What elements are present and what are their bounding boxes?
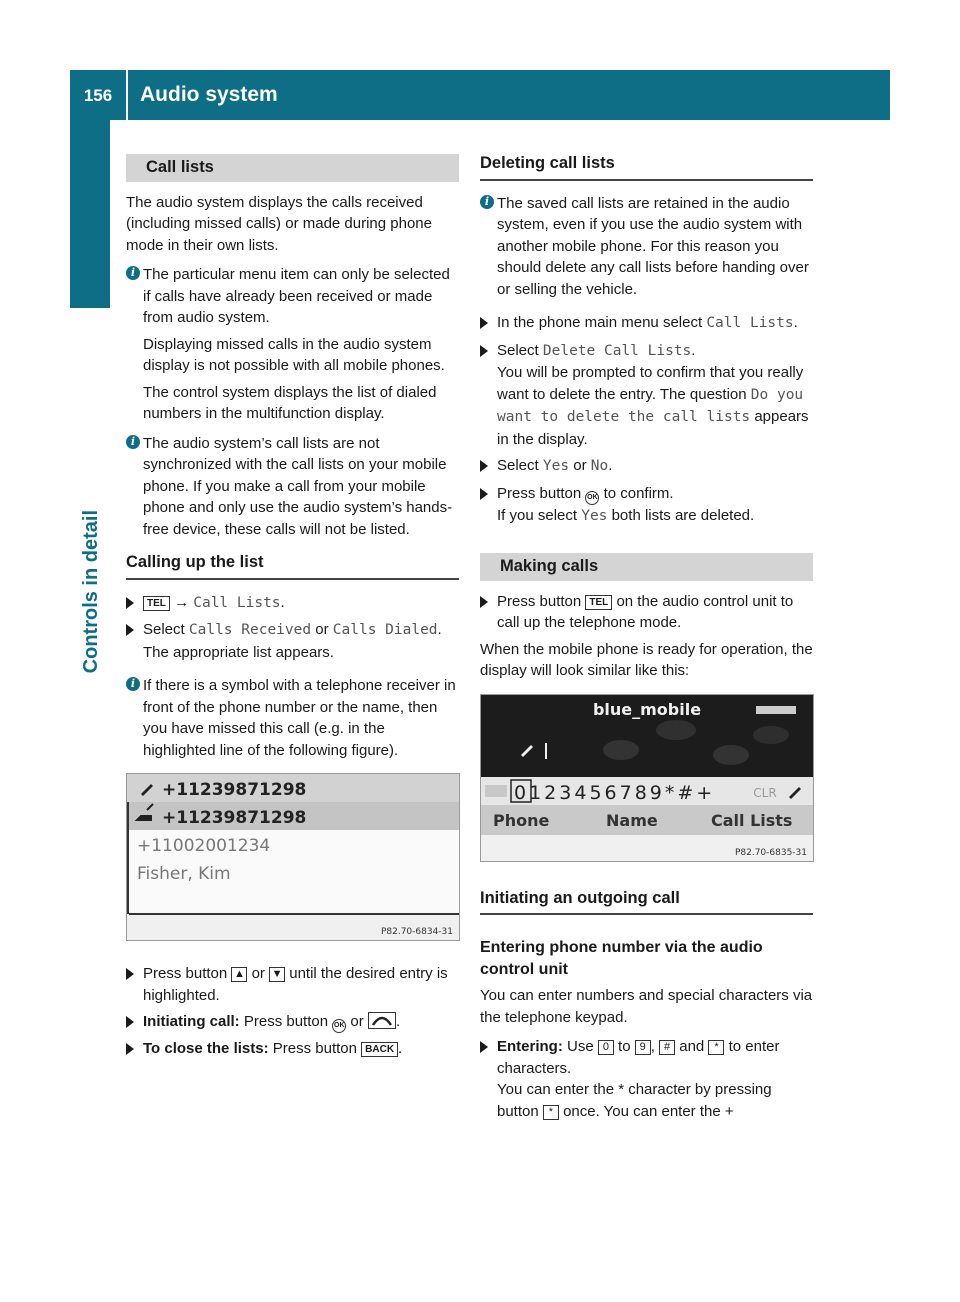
digit-strip: 0123456789*#+ bbox=[514, 781, 716, 804]
info-note-1 bbox=[126, 264, 459, 425]
use-word: Use bbox=[567, 1038, 594, 1055]
step-select-list: Select Calls Received or Calls Dialed. The appropriate list appears. bbox=[126, 619, 459, 663]
side-tab bbox=[70, 120, 110, 308]
tel-mode-text: on the audio control unit to call up the telephone mode. bbox=[497, 592, 794, 631]
confirm-text: to confirm. bbox=[603, 484, 674, 502]
info-icon: i bbox=[126, 677, 140, 691]
step-arrow-icon bbox=[480, 596, 488, 608]
call-list-display-figure bbox=[126, 773, 460, 941]
step-arrow-icon bbox=[126, 1016, 134, 1028]
press-text: Press button bbox=[143, 965, 228, 982]
step-confirm bbox=[480, 483, 813, 528]
ok-button-icon: OK bbox=[332, 1019, 346, 1033]
list-row-4: Fisher, Kim bbox=[137, 864, 231, 884]
step-delete: Select Delete Call Lists. You will be prompted to confirm that you really want to delete the entry. The question Do you want to delete the call lists appears in the display. bbox=[480, 340, 813, 451]
step-tel-mode bbox=[480, 591, 813, 634]
call-lists-intro: The audio system displays the calls received (including missed calls) or made during phone mode in their own lists. bbox=[126, 193, 432, 254]
key-star-icon: * bbox=[543, 1105, 559, 1120]
telephone-display bbox=[481, 695, 813, 861]
key-hash-icon: # bbox=[659, 1040, 675, 1055]
up-arrow-key-icon: ▲ bbox=[231, 967, 247, 982]
page-header bbox=[70, 70, 890, 120]
left-column bbox=[126, 150, 459, 1065]
plus-hint-text: once. You can enter the + bbox=[563, 1102, 734, 1120]
info-icon: i bbox=[126, 266, 140, 280]
signal-icon bbox=[756, 706, 796, 714]
main-menu-text: In the phone main menu select bbox=[497, 314, 703, 331]
close-label: To close the lists: bbox=[143, 1040, 269, 1057]
info-note-1-p2: Displaying missed calls in the audio system display is not possible with all mobile phones. bbox=[143, 335, 445, 374]
info-delete-text: The saved call lists are retained in the audio system, even if you use the audio system with another mobile phone. For this reason you should delete any call lists before handing over or selling the vehicle. bbox=[497, 194, 809, 298]
or-word: or bbox=[350, 1013, 364, 1030]
tab-call-lists: Call Lists bbox=[711, 810, 793, 830]
press-text: Press button bbox=[497, 592, 582, 610]
menu-calls-received: Calls Received bbox=[188, 622, 312, 638]
outgoing-call-heading: Initiating an outgoing call bbox=[480, 888, 813, 916]
step-initiate-call: Initiating call: Press button OK or . bbox=[126, 1011, 459, 1033]
info-note-2-text: The audio system’s call lists are not synchronized with the call lists on your mobile phone. If you make a call from your mobile phone and only use the audio system’s hands-free device, these calls will not be listed. bbox=[143, 434, 453, 538]
info-icon: i bbox=[480, 195, 494, 209]
ready-text: When the mobile phone is ready for operation, the display will look similar like this: bbox=[480, 640, 813, 679]
or-word: or bbox=[573, 457, 587, 474]
tel-key-icon: TEL bbox=[585, 595, 612, 610]
step-arrow-icon bbox=[480, 317, 488, 329]
select-word: Select bbox=[497, 457, 539, 474]
step-scroll bbox=[126, 963, 459, 1006]
menu-calls-dialed: Calls Dialed bbox=[332, 622, 438, 638]
option-yes: Yes bbox=[542, 458, 570, 474]
info-note-3-text: If there is a symbol with a telephone receiver in front of the phone number or the name, then you have missed this call (e.g. in the highlighted line of the following figure). bbox=[143, 677, 456, 759]
key-9-icon: 9 bbox=[635, 1040, 651, 1055]
figure-code-2: P82.70-6835-31 bbox=[734, 847, 807, 858]
step-close-lists: To close the lists: Press button BACK . bbox=[126, 1038, 459, 1060]
calling-list-heading: Calling up the list bbox=[126, 552, 459, 580]
menu-call-lists: Call Lists bbox=[193, 594, 281, 611]
step-arrow-icon bbox=[126, 968, 134, 980]
appears-text: appears in the display. bbox=[497, 408, 809, 448]
list-appears-text: The appropriate list appears. bbox=[143, 643, 334, 661]
select-word: Select bbox=[143, 621, 185, 638]
key-star-icon: * bbox=[708, 1040, 724, 1055]
telephone-display-figure bbox=[480, 694, 814, 862]
display-title: blue_mobile bbox=[592, 699, 702, 719]
key-0-icon: 0 bbox=[598, 1040, 614, 1055]
press-text: Press button bbox=[272, 1040, 357, 1057]
press-text: Press button bbox=[497, 484, 582, 502]
page-number: 156 bbox=[83, 86, 113, 105]
deleted-text: both lists are deleted. bbox=[611, 506, 755, 524]
list-row-3: +11002001234 bbox=[137, 836, 271, 856]
question-text: Do you want to delete the call lists bbox=[497, 386, 804, 425]
call-button-icon bbox=[368, 1012, 396, 1029]
back-key-icon: BACK bbox=[361, 1042, 398, 1057]
and-word: and bbox=[679, 1038, 705, 1055]
menu-arrow: → bbox=[174, 593, 190, 611]
initiate-label: Initiating call: bbox=[143, 1013, 240, 1030]
menu-call-lists: Call Lists bbox=[706, 315, 794, 331]
menu-delete-call-lists: Delete Call Lists bbox=[542, 342, 692, 359]
press-text: Press button bbox=[243, 1013, 329, 1030]
entering-label: Entering: bbox=[497, 1038, 563, 1055]
tab-phone: Phone bbox=[493, 810, 550, 830]
info-note-delete bbox=[480, 193, 813, 301]
step-main-menu: In the phone main menu select Call Lists. bbox=[480, 312, 813, 335]
entering-number-heading: Entering phone number via the audio control unit bbox=[480, 939, 763, 978]
info-note-2 bbox=[126, 433, 459, 541]
or-word: or bbox=[315, 621, 329, 638]
step-arrow-icon bbox=[480, 488, 488, 500]
tel-key-icon: TEL bbox=[143, 596, 170, 611]
ok-button-icon: OK bbox=[585, 491, 599, 505]
call-list-display bbox=[127, 774, 459, 940]
backspace-icon bbox=[485, 785, 507, 797]
tab-name: Name bbox=[606, 810, 658, 830]
down-arrow-key-icon: ▼ bbox=[269, 967, 285, 982]
star-hint-text: You can enter the * character by pressing button bbox=[497, 1081, 772, 1120]
step-arrow-icon bbox=[480, 460, 488, 472]
list-row-1: +11239871298 bbox=[162, 780, 307, 800]
list-row-2: +11239871298 bbox=[162, 808, 307, 828]
yes-word: Yes bbox=[581, 507, 608, 524]
header-divider bbox=[126, 70, 128, 120]
step-arrow-icon bbox=[480, 345, 488, 357]
select-word: Select bbox=[497, 341, 539, 359]
until-text: until the desired entry is highlighted. bbox=[143, 965, 448, 1004]
step-arrow-icon bbox=[126, 1043, 134, 1055]
info-note-1-p3: The control system displays the list of dialed numbers in the multifunction display. bbox=[143, 383, 437, 422]
step-arrow-icon bbox=[126, 624, 134, 636]
step-arrow-icon bbox=[480, 1041, 488, 1053]
to-word: to bbox=[618, 1038, 631, 1055]
step-entering: Entering: Use 0 to 9 , # and * to enter characters. You can enter the * character by pressing button * once. You can enter the + bbox=[480, 1036, 813, 1122]
header-title: Audio system bbox=[140, 83, 278, 106]
right-column bbox=[480, 150, 813, 1127]
info-note-1-p1: The particular menu item can only be selected if calls have already been received or made from audio system. bbox=[143, 266, 450, 326]
entering-intro: You can enter numbers and special characters via the telephone keypad. bbox=[480, 987, 813, 1026]
side-label: Controls in detail bbox=[80, 510, 102, 674]
side-label-box bbox=[80, 510, 104, 710]
clr-key: CLR bbox=[753, 785, 777, 800]
step-tel: TEL → Call Lists. bbox=[126, 592, 459, 615]
option-no: No bbox=[590, 458, 609, 474]
call-lists-heading: Call lists bbox=[126, 154, 459, 182]
figure-code-1: P82.70-6834-31 bbox=[380, 927, 453, 937]
step-arrow-icon bbox=[126, 597, 134, 609]
cursor-icon bbox=[545, 743, 547, 759]
enter-chars-text: to enter characters. bbox=[497, 1038, 780, 1077]
info-note-3 bbox=[126, 675, 459, 761]
info-icon: i bbox=[126, 435, 140, 449]
step-yes-no: Select Yes or No. bbox=[480, 455, 813, 478]
if-select-text: If you select bbox=[497, 506, 578, 524]
making-calls-heading: Making calls bbox=[480, 553, 813, 581]
deleting-heading: Deleting call lists bbox=[480, 153, 813, 181]
or-word: or bbox=[251, 965, 265, 982]
prompt-text: You will be prompted to confirm that you really want to delete the entry. The question bbox=[497, 364, 804, 403]
